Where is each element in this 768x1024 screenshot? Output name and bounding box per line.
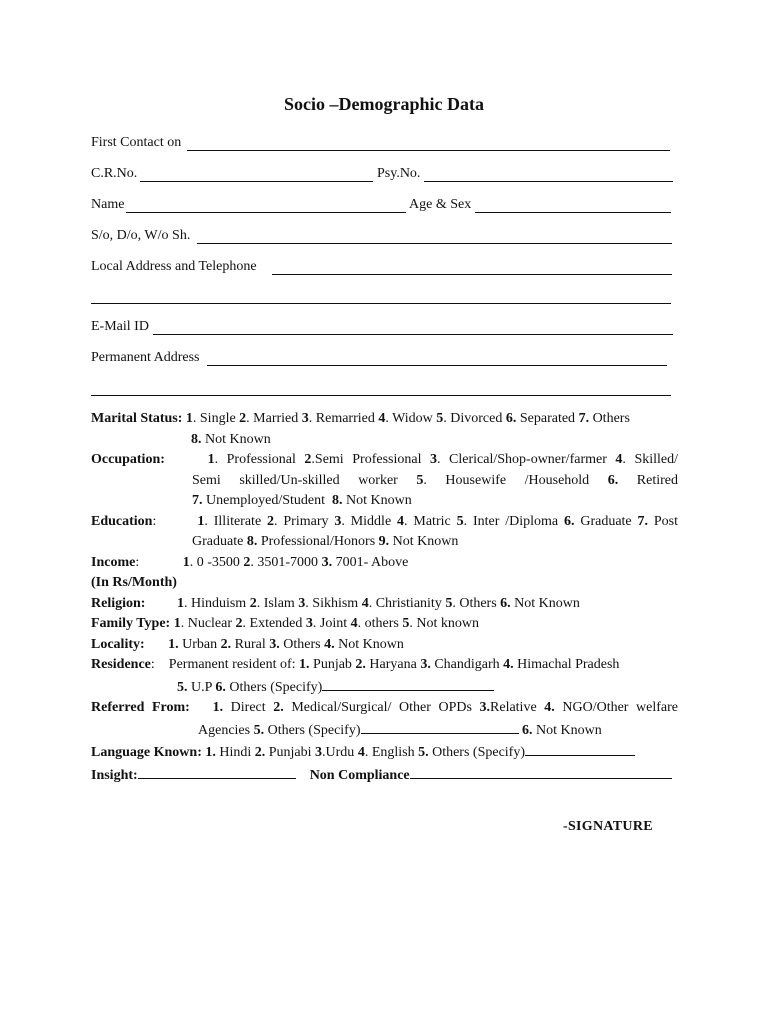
occupation-opt-1[interactable]: . Professional: [214, 452, 305, 467]
education-opt-7-cont[interactable]: Graduate: [192, 534, 247, 549]
relation-label: S/o, D/o, W/o Sh.: [91, 228, 191, 243]
referred-opt-5-num[interactable]: 5.: [253, 722, 265, 738]
name-label: Name: [91, 197, 125, 212]
referred-opt-2-num[interactable]: 2.: [273, 700, 284, 715]
marital-opt-3-num[interactable]: 3: [301, 411, 309, 426]
referred-opt-4-cont[interactable]: Agencies: [198, 722, 254, 738]
education-opt-4-num[interactable]: 4: [397, 513, 405, 529]
income-opt-3-num[interactable]: 3.: [321, 554, 333, 570]
relation-field[interactable]: [91, 224, 671, 244]
language-opt-3-num[interactable]: 3: [315, 745, 323, 760]
education-opt-5-num[interactable]: 5: [456, 513, 464, 529]
occupation-opt-7-num[interactable]: 7.: [192, 493, 203, 508]
residence-line-1: [91, 655, 678, 676]
psy-no-label: Psy.No.: [377, 166, 421, 181]
income-colon: :: [135, 554, 140, 570]
occupation-opt-6[interactable]: Retired: [618, 472, 678, 488]
occupation-opt-3-num[interactable]: 3: [430, 452, 437, 467]
first-contact-line[interactable]: [187, 150, 670, 151]
religion-opt-5[interactable]: . Others: [452, 595, 501, 611]
referred-specify-line[interactable]: [361, 719, 519, 734]
referred-opt-4-num[interactable]: 4.: [544, 700, 555, 715]
religion-opt-3-num[interactable]: 3: [298, 595, 306, 611]
education-opt-6-num[interactable]: 6.: [563, 513, 575, 529]
religion-opt-5-num[interactable]: 5: [445, 595, 453, 611]
residence-opt-1[interactable]: Punjab: [309, 657, 356, 672]
referred-opt-3-num[interactable]: 3.: [479, 700, 491, 715]
insight-label: Insight:: [91, 767, 138, 783]
permanent-address-line-2-rule[interactable]: [91, 395, 671, 396]
education-opt-3-num[interactable]: 3: [334, 513, 342, 529]
education-opt-1-num[interactable]: 1: [197, 513, 205, 529]
family-opt-4[interactable]: . others: [357, 616, 403, 631]
education-opt-7[interactable]: Post: [648, 513, 679, 529]
occupation-opt-2[interactable]: .Semi Professional: [311, 452, 430, 467]
occupation-opt-5-num[interactable]: 5: [416, 472, 424, 488]
occupation-opt-8[interactable]: Not Known: [342, 493, 412, 508]
occupation-opt-4-cont[interactable]: Semi skilled/Un-skilled worker: [192, 472, 417, 488]
residence-opt-3[interactable]: Chandigarh: [430, 657, 504, 672]
occupation-opt-4[interactable]: . Skilled/: [622, 452, 679, 467]
locality-opt-1[interactable]: Urban: [178, 636, 221, 652]
locality-opt-4-num[interactable]: 4.: [324, 636, 335, 652]
occupation-opt-3[interactable]: . Clerical/Shop-owner/farmer: [437, 452, 616, 467]
occupation-opt-7[interactable]: Unemployed/Student: [202, 493, 329, 508]
marital-opt-7[interactable]: Others: [589, 411, 630, 426]
family-opt-2[interactable]: . Extended: [242, 616, 306, 631]
education-opt-7-num[interactable]: 7.: [637, 513, 649, 529]
marital-opt-6-num[interactable]: 6.: [505, 411, 517, 426]
locality-label: Locality:: [91, 636, 145, 652]
local-address-line-2-rule[interactable]: [91, 303, 671, 304]
marital-status-label: Marital Status:: [91, 411, 183, 426]
age-sex-label: Age & Sex: [409, 197, 472, 212]
locality-opt-4[interactable]: Not Known: [334, 636, 404, 652]
income-opt-1-num[interactable]: 1: [182, 554, 190, 570]
education-opt-3[interactable]: . Middle: [341, 513, 398, 529]
first-contact-label: First Contact on: [91, 135, 182, 150]
education-opt-1[interactable]: . Illiterate: [204, 513, 268, 529]
marital-opt-7-num[interactable]: 7.: [578, 411, 590, 426]
education-opt-9-num[interactable]: 9.: [378, 534, 390, 549]
occupation-line-3: [91, 491, 678, 512]
occupation-label: Occupation:: [91, 452, 165, 467]
religion-opt-2-num[interactable]: 2: [249, 595, 257, 611]
occupation-line-1: [91, 450, 678, 471]
cr-no-label: C.R.No.: [91, 166, 138, 181]
religion-opt-3[interactable]: . Sikhism: [305, 595, 362, 611]
language-opt-1-num[interactable]: 1.: [205, 745, 216, 760]
locality-opt-2[interactable]: Rural: [231, 636, 270, 652]
family-opt-2-num[interactable]: 2: [235, 616, 243, 631]
family-opt-1[interactable]: . Nuclear: [180, 616, 236, 631]
language-specify-line[interactable]: [525, 741, 635, 756]
income-opt-2-num[interactable]: 2: [243, 554, 251, 570]
cr-psy-row: [91, 162, 671, 182]
non-compliance-line-blank[interactable]: [410, 764, 672, 779]
family-opt-3[interactable]: . Joint: [312, 616, 351, 631]
language-opt-2[interactable]: Punjabi: [265, 745, 316, 760]
marital-opt-8-num[interactable]: 8.: [191, 431, 202, 447]
local-address-line[interactable]: [272, 274, 672, 275]
permanent-address-label: Permanent Address: [91, 350, 200, 365]
locality-opt-1-num[interactable]: 1.: [168, 636, 179, 652]
permanent-address-line-2[interactable]: [91, 376, 671, 396]
non-compliance-label: Non Compliance: [309, 767, 410, 783]
permanent-address-field[interactable]: [91, 346, 671, 366]
marital-opt-5-num[interactable]: 5: [436, 411, 444, 426]
email-line[interactable]: [153, 334, 673, 335]
education-opt-6[interactable]: Graduate: [574, 513, 638, 529]
residence-opt-6-num[interactable]: 6.: [215, 679, 226, 695]
referred-opt-6-num[interactable]: 6.: [522, 722, 533, 738]
family-type-label: Family Type:: [91, 616, 171, 631]
email-label: E-Mail ID: [91, 319, 149, 334]
education-line-1: [91, 512, 678, 533]
family-opt-1-num[interactable]: 1: [173, 616, 181, 631]
marital-status-line-1: [91, 409, 678, 430]
occupation-opt-2-num[interactable]: 2: [304, 452, 312, 467]
language-opt-1[interactable]: Hindi: [215, 745, 255, 760]
referred-opt-4[interactable]: NGO/Other welfare: [554, 700, 679, 715]
income-unit: (In Rs/Month): [91, 575, 177, 590]
referred-opt-5[interactable]: Others (Specify): [264, 722, 361, 738]
occupation-opt-1-num[interactable]: 1: [207, 452, 215, 467]
psy-no-line[interactable]: [424, 181, 673, 182]
residence-intro: Permanent resident of:: [168, 657, 300, 672]
religion-opt-1[interactable]: . Hinduism: [183, 595, 250, 611]
insight-line-blank[interactable]: [138, 764, 296, 779]
residence-opt-4[interactable]: Himachal Pradesh: [513, 657, 620, 672]
occupation-opt-8-num[interactable]: 8.: [332, 493, 343, 508]
education-opt-2[interactable]: . Primary: [274, 513, 335, 529]
first-contact-field[interactable]: [91, 131, 671, 151]
family-opt-5[interactable]: . Not known: [409, 616, 479, 631]
religion-opt-6[interactable]: Not Known: [510, 595, 580, 611]
referred-opt-1-num[interactable]: 1.: [212, 700, 224, 715]
occupation-line-2: [91, 471, 678, 492]
residence-opt-2[interactable]: Haryana: [365, 657, 421, 672]
name-line[interactable]: [126, 212, 406, 213]
residence-opt-3-num[interactable]: 3.: [420, 657, 431, 672]
residence-opt-5[interactable]: U.P: [187, 679, 216, 695]
religion-opt-2[interactable]: . Islam: [256, 595, 299, 611]
residence-opt-4-num[interactable]: 4.: [503, 657, 514, 672]
income-opt-2[interactable]: . 3501-7000: [250, 554, 322, 570]
religion-opt-6-num[interactable]: 6.: [500, 595, 511, 611]
income-opt-1[interactable]: . 0 -3500: [189, 554, 244, 570]
local-address-field[interactable]: [91, 255, 671, 275]
locality-opt-3-num[interactable]: 3.: [269, 636, 280, 652]
residence-line-2: [91, 676, 678, 699]
religion-label: Religion:: [91, 595, 146, 611]
marital-opt-2[interactable]: . Married: [246, 411, 302, 426]
referred-opt-3[interactable]: Relative: [490, 700, 545, 715]
family-opt-4-num[interactable]: 4: [350, 616, 358, 631]
marital-opt-5[interactable]: . Divorced: [443, 411, 506, 426]
occupation-opt-4-num[interactable]: 4: [615, 452, 623, 467]
marital-opt-3[interactable]: . Remarried: [308, 411, 379, 426]
education-opt-8-num[interactable]: 8.: [246, 534, 258, 549]
religion-line: [91, 594, 678, 615]
education-label: Education: [91, 513, 153, 529]
language-line: [91, 741, 678, 764]
residence-colon: :: [150, 657, 155, 672]
income-opt-3[interactable]: 7001- Above: [332, 554, 409, 570]
residence-opt-5-num[interactable]: 5.: [177, 679, 188, 695]
language-label: Language Known:: [91, 745, 202, 760]
residence-opt-6[interactable]: Others (Specify): [225, 679, 323, 695]
referred-opt-6[interactable]: Not Known: [532, 722, 602, 738]
education-opt-8[interactable]: Professional/Honors: [257, 534, 379, 549]
signature-label: -SIGNATURE: [563, 819, 653, 834]
referred-line-2: [91, 719, 678, 742]
locality-line: [91, 635, 678, 656]
language-opt-2-num[interactable]: 2.: [254, 745, 266, 760]
marital-opt-2-num[interactable]: 2: [239, 411, 247, 426]
marital-status-line-2: [91, 430, 678, 451]
occupation-opt-5[interactable]: . Housewife /Household: [423, 472, 608, 488]
language-opt-5-num[interactable]: 5.: [418, 745, 429, 760]
religion-opt-1-num[interactable]: 1: [176, 595, 184, 611]
marital-opt-1-num[interactable]: 1: [185, 411, 193, 426]
residence-specify-line[interactable]: [322, 676, 494, 691]
occupation-opt-6-num[interactable]: 6.: [607, 472, 619, 488]
language-opt-4[interactable]: . English: [364, 745, 419, 760]
marital-opt-1[interactable]: . Single: [192, 411, 240, 426]
marital-opt-8[interactable]: Not Known: [201, 431, 271, 447]
age-sex-line[interactable]: [475, 212, 671, 213]
permanent-address-line[interactable]: [207, 365, 667, 366]
page-title: Socio –Demographic Data: [284, 94, 484, 114]
referred-line-1: [91, 698, 678, 719]
language-opt-4-num[interactable]: 4: [357, 745, 365, 760]
locality-opt-3[interactable]: Others: [279, 636, 325, 652]
name-age-row: [91, 193, 671, 213]
family-opt-3-num[interactable]: 3: [305, 616, 313, 631]
local-address-line-2[interactable]: [91, 284, 671, 304]
education-opt-9[interactable]: Not Known: [389, 534, 459, 549]
referred-opt-1[interactable]: Direct: [223, 700, 274, 715]
education-colon: :: [152, 513, 157, 529]
cr-no-line[interactable]: [140, 181, 373, 182]
email-field[interactable]: [91, 315, 671, 335]
options-block: [91, 409, 678, 786]
referred-opt-2[interactable]: Medical/Surgical/ Other OPDs: [283, 700, 480, 715]
family-opt-5-num[interactable]: 5: [402, 616, 410, 631]
income-line-1: [91, 553, 678, 574]
education-opt-4[interactable]: . Matric: [404, 513, 457, 529]
marital-opt-4[interactable]: . Widow: [385, 411, 437, 426]
language-opt-5[interactable]: Others (Specify): [428, 745, 526, 760]
local-address-label: Local Address and Telephone: [91, 259, 257, 274]
residence-opt-2-num[interactable]: 2.: [355, 657, 366, 672]
locality-opt-2-num[interactable]: 2.: [220, 636, 232, 652]
marital-opt-6[interactable]: Separated: [516, 411, 579, 426]
language-opt-3[interactable]: .Urdu: [322, 745, 358, 760]
religion-opt-4[interactable]: . Christianity: [368, 595, 446, 611]
education-opt-5[interactable]: . Inter /Diploma: [463, 513, 564, 529]
residence-opt-1-num[interactable]: 1.: [299, 657, 310, 672]
referred-label: Referred From:: [91, 700, 190, 715]
religion-opt-4-num[interactable]: 4: [361, 595, 369, 611]
family-type-line: [91, 614, 678, 635]
residence-label: Residence: [91, 657, 151, 672]
marital-opt-4-num[interactable]: 4: [378, 411, 386, 426]
relation-line[interactable]: [197, 243, 672, 244]
insight-line: [91, 764, 678, 787]
education-opt-2-num[interactable]: 2: [267, 513, 275, 529]
income-label: Income: [91, 554, 136, 570]
education-line-2: [91, 532, 678, 553]
